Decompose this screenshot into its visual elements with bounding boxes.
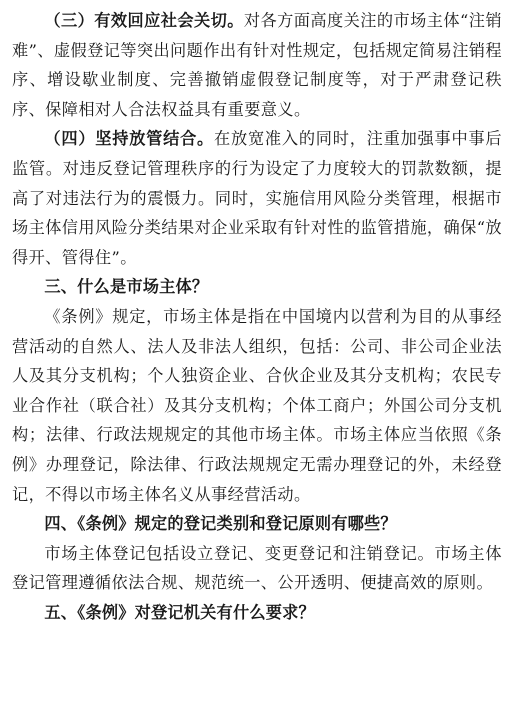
section-heading-3: 三、什么是市场主体？	[44, 277, 209, 297]
paragraph-body: 在放宽准入的同时，注重加强事中事后监管。对违反登记管理秩序的行为设定了力度较大的罚款数额，提高了对违法行为的震慑力。同时，实施信用风险分类管理，根据市场主体信用风险分类结果对企业采取有针对性的监管措施，确保“放得开、管得住”。	[12, 129, 502, 267]
paragraph-respond-concerns	[12, 6, 502, 124]
section-heading-5: 五、《条例》对登记机关有什么要求？	[44, 602, 315, 622]
section-heading-4: 四、《条例》规定的登记类别和登记原则有哪些？	[44, 514, 397, 534]
paragraph-lead: （四）坚持放管结合。	[44, 129, 215, 149]
section-body-4: 市场主体登记包括设立登记、变更登记和注销登记。市场主体登记管理遵循依法合规、规范统一、公开透明、便捷高效的原则。	[12, 543, 502, 593]
paragraph-lead: （三）有效回应社会关切。	[44, 11, 244, 30]
section-body-3: 《条例》规定，市场主体是指在中国境内以营利为目的从事经营活动的自然人、法人及非法人组织，包括：公司、非公司企业法人及其分支机构；个人独资企业、合伙企业及其分支机构；农民专业合作社（联合社）及其分支机构；个体工商户；外国公司分支机构；法律、行政法规规定的其他市场主体。市场主体应当依照《条例》办理登记，除法律、行政法规规定无需办理登记的外，未经登记，不得以市场主体名义从事经营活动。	[12, 306, 502, 504]
paragraph-combine-regulation	[12, 124, 502, 272]
paragraph-body: 对各方面高度关注的市场主体“注销难”、虚假登记等突出问题作出有针对性规定，包括规定简易注销程序、增设歇业制度、完善撤销虚假登记制度等，对于严肃登记秩序、保障相对人合法权益具有重要意义。	[12, 11, 502, 119]
